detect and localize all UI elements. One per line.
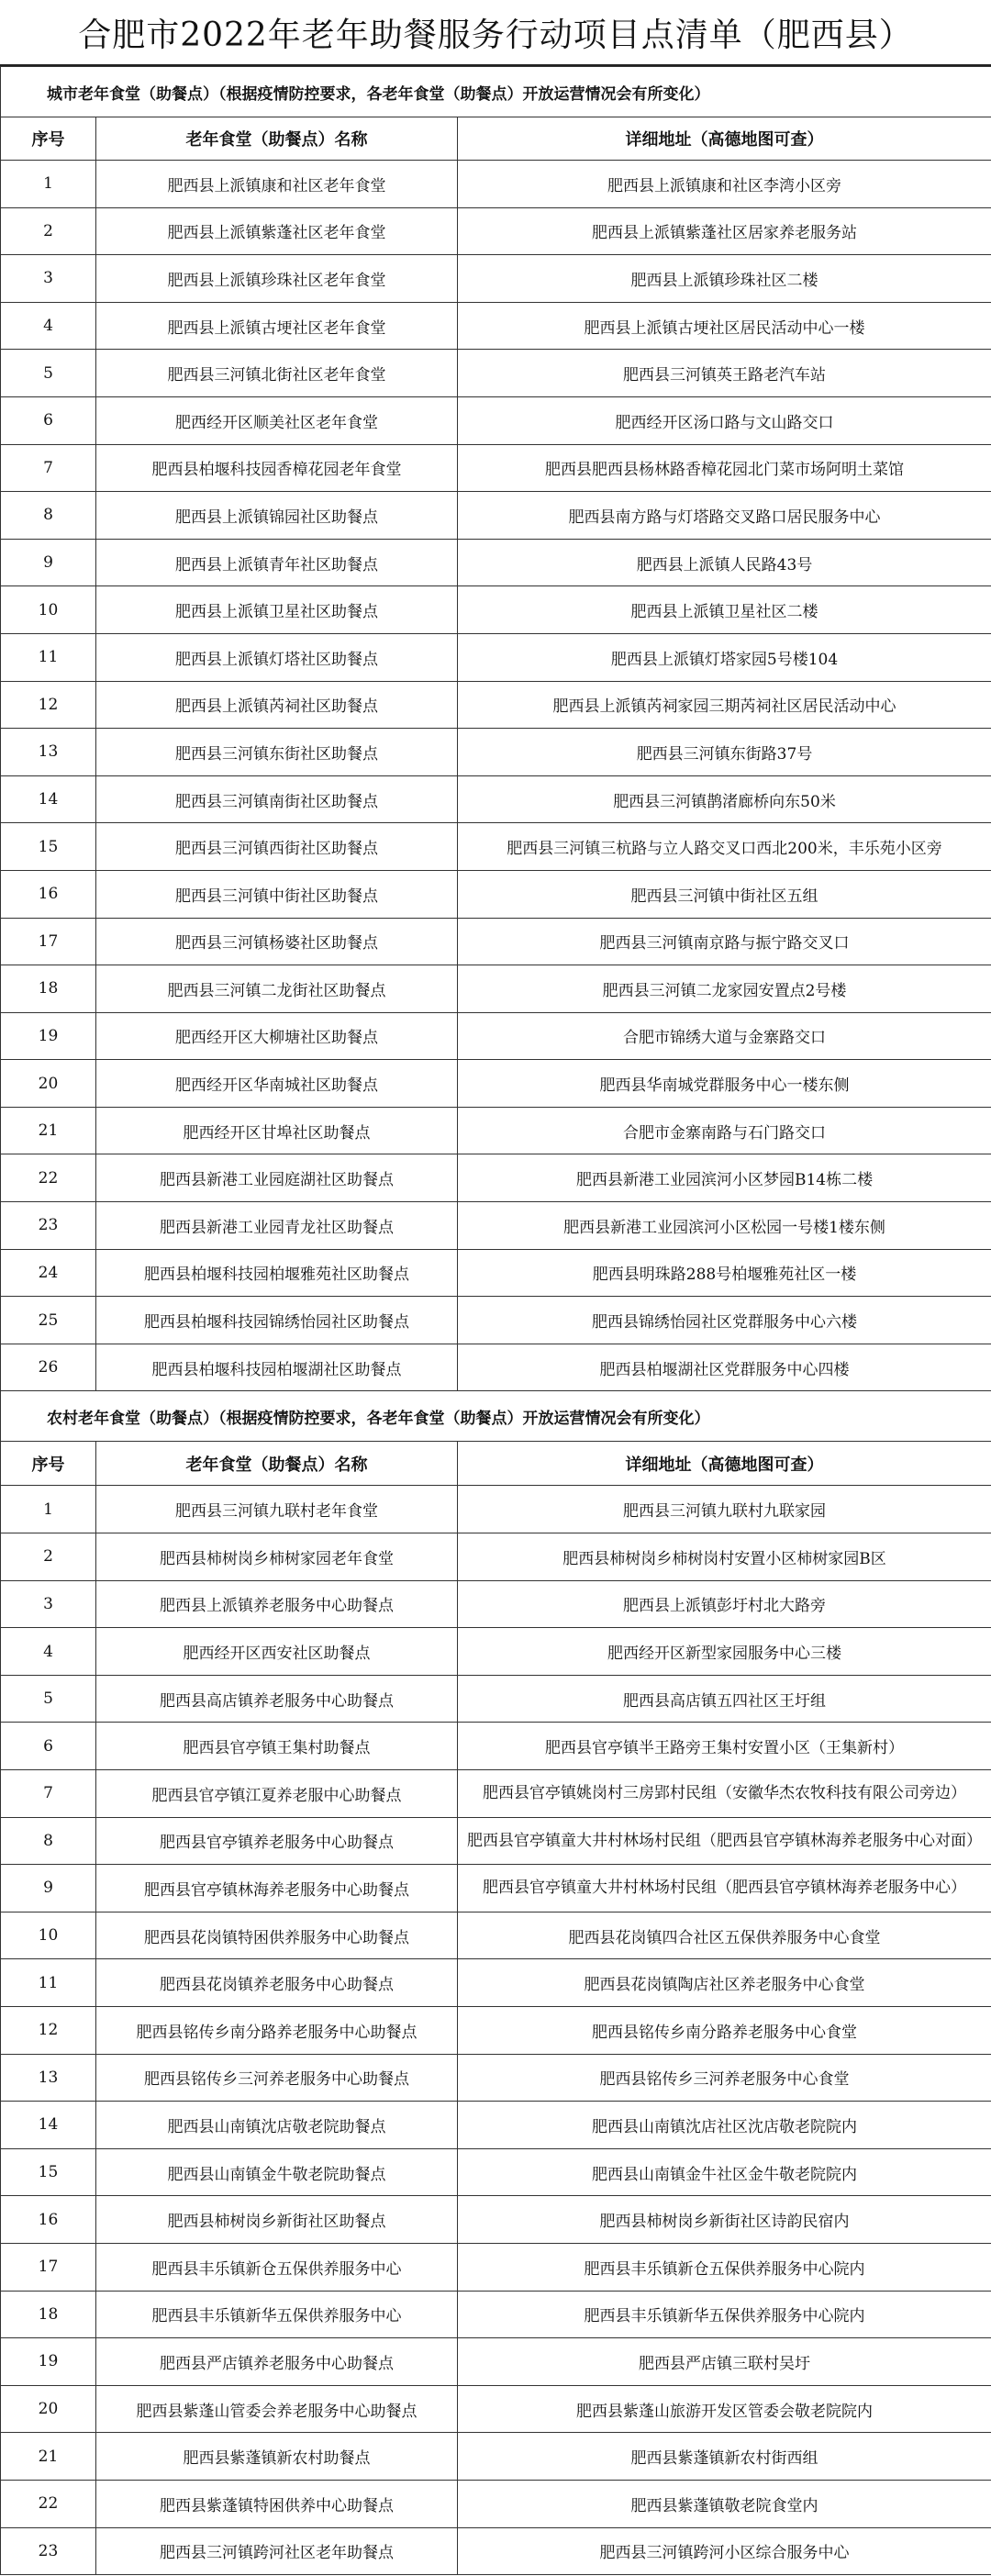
row-number: 19 bbox=[1, 1012, 96, 1060]
row-number: 17 bbox=[1, 2243, 96, 2291]
canteen-address: 肥西县严店镇三联村吴圩 bbox=[458, 2338, 991, 2386]
canteen-name: 肥西县铭传乡南分路养老服务中心助餐点 bbox=[96, 2006, 458, 2054]
table-row bbox=[1, 396, 991, 444]
canteen-name: 肥西县上派镇古埂社区老年食堂 bbox=[96, 302, 458, 350]
row-number: 16 bbox=[1, 870, 96, 918]
canteen-address: 肥西县三河镇跨河小区综合服务中心 bbox=[458, 2527, 991, 2575]
row-number: 26 bbox=[1, 1344, 96, 1391]
canteen-name: 肥西经开区大柳塘社区助餐点 bbox=[96, 1012, 458, 1060]
row-number: 2 bbox=[1, 207, 96, 255]
table-row bbox=[1, 1486, 991, 1533]
table-row bbox=[1, 1297, 991, 1344]
canteen-name: 肥西县柏堰科技园柏堰湖社区助餐点 bbox=[96, 1344, 458, 1391]
table-row bbox=[1, 492, 991, 540]
table-row bbox=[1, 681, 991, 729]
canteen-address: 肥西县新港工业园滨河小区松园一号楼1楼东侧 bbox=[458, 1202, 991, 1250]
canteen-name: 肥西县新港工业园庭湖社区助餐点 bbox=[96, 1154, 458, 1202]
table-row bbox=[1, 870, 991, 918]
canteen-name: 肥西县官亭镇林海养老服务中心助餐点 bbox=[96, 1865, 458, 1912]
table-row bbox=[1, 1012, 991, 1060]
table-row bbox=[1, 1770, 991, 1818]
canteen-address: 肥西县上派镇卫星社区二楼 bbox=[458, 586, 991, 634]
header-no: 序号 bbox=[1, 117, 96, 161]
canteen-name: 肥西县三河镇西街社区助餐点 bbox=[96, 823, 458, 871]
table-row bbox=[1, 775, 991, 823]
table-row bbox=[1, 633, 991, 681]
table-row bbox=[1, 2196, 991, 2244]
canteen-address: 肥西县锦绣怡园社区党群服务中心六楼 bbox=[458, 1297, 991, 1344]
table-row bbox=[1, 1959, 991, 2007]
row-number: 24 bbox=[1, 1249, 96, 1297]
canteen-name: 肥西县三河镇南街社区助餐点 bbox=[96, 775, 458, 823]
table-row bbox=[1, 1060, 991, 1108]
canteen-address: 肥西县上派镇芮祠家园三期芮祠社区居民活动中心 bbox=[458, 681, 991, 729]
canteen-address: 肥西县上派镇古埂社区居民活动中心一楼 bbox=[458, 302, 991, 350]
canteen-table bbox=[0, 66, 991, 2575]
canteen-name: 肥西县官亭镇养老服务中心助餐点 bbox=[96, 1817, 458, 1865]
row-number: 8 bbox=[1, 492, 96, 540]
header-address: 详细地址（高德地图可查） bbox=[458, 1442, 991, 1486]
canteen-name: 肥西县严店镇养老服务中心助餐点 bbox=[96, 2338, 458, 2386]
canteen-address: 肥西县紫蓬山旅游开发区管委会敬老院院内 bbox=[458, 2385, 991, 2433]
canteen-address: 肥西县三河镇中街社区五组 bbox=[458, 870, 991, 918]
row-number: 10 bbox=[1, 586, 96, 634]
row-number: 7 bbox=[1, 444, 96, 492]
canteen-name: 肥西县上派镇锦园社区助餐点 bbox=[96, 492, 458, 540]
canteen-address: 肥西县华南城党群服务中心一楼东侧 bbox=[458, 1060, 991, 1108]
table-row bbox=[1, 539, 991, 586]
canteen-address: 肥西县官亭镇姚岗村三房郢村民组（安徽华杰农牧科技有限公司旁边） bbox=[458, 1770, 991, 1818]
canteen-name: 肥西县山南镇沈店敬老院助餐点 bbox=[96, 2102, 458, 2149]
canteen-name: 肥西县铭传乡三河养老服务中心助餐点 bbox=[96, 2054, 458, 2102]
canteen-address: 肥西县官亭镇童大井村林场村民组（肥西县官亭镇林海养老服务中心） bbox=[458, 1865, 991, 1912]
row-number: 4 bbox=[1, 302, 96, 350]
row-number: 10 bbox=[1, 1912, 96, 1959]
row-number: 13 bbox=[1, 729, 96, 776]
canteen-address: 肥西县上派镇康和社区李湾小区旁 bbox=[458, 161, 991, 208]
row-number: 13 bbox=[1, 2054, 96, 2102]
table-row bbox=[1, 823, 991, 871]
canteen-address: 肥西县三河镇九联村九联家园 bbox=[458, 1486, 991, 1533]
canteen-address: 肥西县新港工业园滨河小区梦园B14栋二楼 bbox=[458, 1154, 991, 1202]
canteen-address: 肥西县丰乐镇新华五保供养服务中心院内 bbox=[458, 2291, 991, 2338]
row-number: 23 bbox=[1, 1202, 96, 1250]
canteen-name: 肥西经开区顺美社区老年食堂 bbox=[96, 396, 458, 444]
row-number: 11 bbox=[1, 633, 96, 681]
canteen-name: 肥西县上派镇康和社区老年食堂 bbox=[96, 161, 458, 208]
table-row bbox=[1, 1580, 991, 1628]
canteen-name: 肥西县山南镇金牛敬老院助餐点 bbox=[96, 2148, 458, 2196]
canteen-name: 肥西县官亭镇江夏养老服中心助餐点 bbox=[96, 1770, 458, 1818]
header-no: 序号 bbox=[1, 1442, 96, 1486]
row-number: 3 bbox=[1, 1580, 96, 1628]
canteen-name: 肥西县柏堰科技园香樟花园老年食堂 bbox=[96, 444, 458, 492]
table-row bbox=[1, 2243, 991, 2291]
row-number: 21 bbox=[1, 2433, 96, 2481]
table-row bbox=[1, 1533, 991, 1581]
canteen-name: 肥西县紫蓬山管委会养老服务中心助餐点 bbox=[96, 2385, 458, 2433]
canteen-address: 肥西县明珠路288号柏堰雅苑社区一楼 bbox=[458, 1249, 991, 1297]
table-row bbox=[1, 2006, 991, 2054]
canteen-name: 肥西县三河镇跨河社区老年助餐点 bbox=[96, 2527, 458, 2575]
row-number: 11 bbox=[1, 1959, 96, 2007]
canteen-name: 肥西县花岗镇特困供养服务中心助餐点 bbox=[96, 1912, 458, 1959]
row-number: 9 bbox=[1, 1865, 96, 1912]
table-row bbox=[1, 1723, 991, 1770]
table-row bbox=[1, 161, 991, 208]
row-number: 5 bbox=[1, 1675, 96, 1723]
table-row bbox=[1, 2054, 991, 2102]
canteen-address: 肥西县三河镇南京路与振宁路交叉口 bbox=[458, 918, 991, 965]
canteen-name: 肥西县上派镇卫星社区助餐点 bbox=[96, 586, 458, 634]
canteen-name: 肥西县紫蓬镇特困供养中心助餐点 bbox=[96, 2480, 458, 2527]
row-number: 19 bbox=[1, 2338, 96, 2386]
canteen-address: 肥西县上派镇珍珠社区二楼 bbox=[458, 255, 991, 303]
table-row bbox=[1, 2385, 991, 2433]
table-row bbox=[1, 1202, 991, 1250]
canteen-address: 肥西县三河镇三杭路与立人路交叉口西北200米，丰乐苑小区旁 bbox=[458, 823, 991, 871]
canteen-address: 肥西县山南镇沈店社区沈店敬老院院内 bbox=[458, 2102, 991, 2149]
canteen-address: 肥西县官亭镇半王路旁王集村安置小区（王集新村） bbox=[458, 1723, 991, 1770]
row-number: 12 bbox=[1, 2006, 96, 2054]
canteen-name: 肥西县上派镇养老服务中心助餐点 bbox=[96, 1580, 458, 1628]
table-row bbox=[1, 2527, 991, 2575]
row-number: 15 bbox=[1, 823, 96, 871]
canteen-name: 肥西县上派镇青年社区助餐点 bbox=[96, 539, 458, 586]
row-number: 1 bbox=[1, 161, 96, 208]
row-number: 14 bbox=[1, 2102, 96, 2149]
canteen-name: 肥西县新港工业园青龙社区助餐点 bbox=[96, 1202, 458, 1250]
row-number: 4 bbox=[1, 1628, 96, 1676]
canteen-address: 肥西县紫蓬镇新农村街西组 bbox=[458, 2433, 991, 2481]
canteen-name: 肥西县柏堰科技园柏堰雅苑社区助餐点 bbox=[96, 1249, 458, 1297]
row-number: 16 bbox=[1, 2196, 96, 2244]
table-row bbox=[1, 2433, 991, 2481]
row-number: 7 bbox=[1, 1770, 96, 1818]
canteen-address: 肥西县山南镇金牛社区金牛敬老院院内 bbox=[458, 2148, 991, 2196]
section-title: 农村老年食堂（助餐点）（根据疫情防控要求，各老年食堂（助餐点）开放运营情况会有所变化） bbox=[1, 1391, 991, 1442]
canteen-address: 肥西县三河镇二龙家园安置点2号楼 bbox=[458, 965, 991, 1013]
canteen-address: 肥西县三河镇英王路老汽车站 bbox=[458, 350, 991, 397]
table-row bbox=[1, 729, 991, 776]
canteen-name: 肥西县三河镇东街社区助餐点 bbox=[96, 729, 458, 776]
row-number: 3 bbox=[1, 255, 96, 303]
canteen-address: 肥西县南方路与灯塔路交叉路口居民服务中心 bbox=[458, 492, 991, 540]
canteen-address: 肥西县紫蓬镇敬老院食堂内 bbox=[458, 2480, 991, 2527]
canteen-address: 肥西县上派镇灯塔家园5号楼104 bbox=[458, 633, 991, 681]
row-number: 6 bbox=[1, 1723, 96, 1770]
canteen-address: 合肥市锦绣大道与金寨路交口 bbox=[458, 1012, 991, 1060]
row-number: 20 bbox=[1, 2385, 96, 2433]
row-number: 8 bbox=[1, 1817, 96, 1865]
canteen-name: 肥西县高店镇养老服务中心助餐点 bbox=[96, 1675, 458, 1723]
table-row bbox=[1, 350, 991, 397]
table-row bbox=[1, 1675, 991, 1723]
canteen-name: 肥西县丰乐镇新仓五保供养服务中心 bbox=[96, 2243, 458, 2291]
canteen-name: 肥西县柏堰科技园锦绣怡园社区助餐点 bbox=[96, 1297, 458, 1344]
canteen-name: 肥西县丰乐镇新华五保供养服务中心 bbox=[96, 2291, 458, 2338]
column-header-row bbox=[1, 1442, 991, 1486]
canteen-address: 肥西县铭传乡三河养老服务中心食堂 bbox=[458, 2054, 991, 2102]
table-row bbox=[1, 965, 991, 1013]
row-number: 22 bbox=[1, 2480, 96, 2527]
canteen-name: 肥西县三河镇二龙街社区助餐点 bbox=[96, 965, 458, 1013]
canteen-name: 肥西县三河镇中街社区助餐点 bbox=[96, 870, 458, 918]
canteen-name: 肥西经开区华南城社区助餐点 bbox=[96, 1060, 458, 1108]
table-row bbox=[1, 2148, 991, 2196]
table-row bbox=[1, 1249, 991, 1297]
row-number: 9 bbox=[1, 539, 96, 586]
canteen-name: 肥西县柿树岗乡新街社区助餐点 bbox=[96, 2196, 458, 2244]
page-title: 合肥市2022年老年助餐服务行动项目点清单（肥西县） bbox=[0, 0, 991, 66]
table-row bbox=[1, 1344, 991, 1391]
table-row bbox=[1, 1865, 991, 1912]
canteen-address: 肥西县柿树岗乡柿树岗村安置小区柿树家园B区 bbox=[458, 1533, 991, 1581]
table-row bbox=[1, 207, 991, 255]
canteen-address: 肥西经开区汤口路与文山路交口 bbox=[458, 396, 991, 444]
canteen-name: 肥西县三河镇杨婆社区助餐点 bbox=[96, 918, 458, 965]
canteen-address: 肥西县上派镇人民路43号 bbox=[458, 539, 991, 586]
canteen-address: 肥西经开区新型家园服务中心三楼 bbox=[458, 1628, 991, 1676]
row-number: 12 bbox=[1, 681, 96, 729]
canteen-name: 肥西县官亭镇王集村助餐点 bbox=[96, 1723, 458, 1770]
row-number: 18 bbox=[1, 965, 96, 1013]
table-row bbox=[1, 1154, 991, 1202]
canteen-address: 肥西县柿树岗乡新街社区诗韵民宿内 bbox=[458, 2196, 991, 2244]
canteen-address: 肥西县花岗镇四合社区五保供养服务中心食堂 bbox=[458, 1912, 991, 1959]
row-number: 2 bbox=[1, 1533, 96, 1581]
table-row bbox=[1, 2291, 991, 2338]
column-header-row bbox=[1, 117, 991, 161]
canteen-name: 肥西经开区甘埠社区助餐点 bbox=[96, 1107, 458, 1154]
section-title: 城市老年食堂（助餐点）（根据疫情防控要求，各老年食堂（助餐点）开放运营情况会有所变化） bbox=[1, 67, 991, 117]
canteen-address: 肥西县三河镇鹊渚廊桥向东50米 bbox=[458, 775, 991, 823]
header-name: 老年食堂（助餐点）名称 bbox=[96, 1442, 458, 1486]
canteen-address: 肥西县高店镇五四社区王圩组 bbox=[458, 1675, 991, 1723]
table-row bbox=[1, 918, 991, 965]
row-number: 22 bbox=[1, 1154, 96, 1202]
row-number: 21 bbox=[1, 1107, 96, 1154]
canteen-name: 肥西县上派镇珍珠社区老年食堂 bbox=[96, 255, 458, 303]
header-address: 详细地址（高德地图可查） bbox=[458, 117, 991, 161]
canteen-name: 肥西县上派镇灯塔社区助餐点 bbox=[96, 633, 458, 681]
row-number: 5 bbox=[1, 350, 96, 397]
table-row bbox=[1, 302, 991, 350]
row-number: 23 bbox=[1, 2527, 96, 2575]
row-number: 15 bbox=[1, 2148, 96, 2196]
urban-section-header bbox=[1, 67, 991, 117]
canteen-address: 肥西县丰乐镇新仓五保供养服务中心院内 bbox=[458, 2243, 991, 2291]
row-number: 14 bbox=[1, 775, 96, 823]
row-number: 6 bbox=[1, 396, 96, 444]
canteen-name: 肥西县紫蓬镇新农村助餐点 bbox=[96, 2433, 458, 2481]
header-name: 老年食堂（助餐点）名称 bbox=[96, 117, 458, 161]
canteen-address: 肥西县上派镇彭圩村北大路旁 bbox=[458, 1580, 991, 1628]
table-row bbox=[1, 1107, 991, 1154]
canteen-address: 肥西县柏堰湖社区党群服务中心四楼 bbox=[458, 1344, 991, 1391]
table-row bbox=[1, 444, 991, 492]
canteen-address: 肥西县上派镇紫蓬社区居家养老服务站 bbox=[458, 207, 991, 255]
row-number: 25 bbox=[1, 1297, 96, 1344]
rural-section-header bbox=[1, 1391, 991, 1442]
canteen-name: 肥西县花岗镇养老服务中心助餐点 bbox=[96, 1959, 458, 2007]
table-row bbox=[1, 1912, 991, 1959]
canteen-name: 肥西经开区西安社区助餐点 bbox=[96, 1628, 458, 1676]
table-row bbox=[1, 586, 991, 634]
canteen-name: 肥西县柿树岗乡柿树家园老年食堂 bbox=[96, 1533, 458, 1581]
table-row bbox=[1, 2338, 991, 2386]
table-row bbox=[1, 255, 991, 303]
canteen-address: 合肥市金寨南路与石门路交口 bbox=[458, 1107, 991, 1154]
row-number: 17 bbox=[1, 918, 96, 965]
row-number: 18 bbox=[1, 2291, 96, 2338]
table-row bbox=[1, 2102, 991, 2149]
canteen-name: 肥西县三河镇北街社区老年食堂 bbox=[96, 350, 458, 397]
row-number: 20 bbox=[1, 1060, 96, 1108]
canteen-address: 肥西县铭传乡南分路养老服务中心食堂 bbox=[458, 2006, 991, 2054]
canteen-name: 肥西县上派镇紫蓬社区老年食堂 bbox=[96, 207, 458, 255]
canteen-address: 肥西县三河镇东街路37号 bbox=[458, 729, 991, 776]
row-number: 1 bbox=[1, 1486, 96, 1533]
table-row bbox=[1, 1817, 991, 1865]
canteen-address: 肥西县肥西县杨林路香樟花园北门菜市场阿明土菜馆 bbox=[458, 444, 991, 492]
table-row bbox=[1, 1628, 991, 1676]
canteen-name: 肥西县上派镇芮祠社区助餐点 bbox=[96, 681, 458, 729]
table-row bbox=[1, 2480, 991, 2527]
canteen-address: 肥西县花岗镇陶店社区养老服务中心食堂 bbox=[458, 1959, 991, 2007]
canteen-address: 肥西县官亭镇童大井村林场村民组（肥西县官亭镇林海养老服务中心对面） bbox=[458, 1817, 991, 1865]
canteen-name: 肥西县三河镇九联村老年食堂 bbox=[96, 1486, 458, 1533]
